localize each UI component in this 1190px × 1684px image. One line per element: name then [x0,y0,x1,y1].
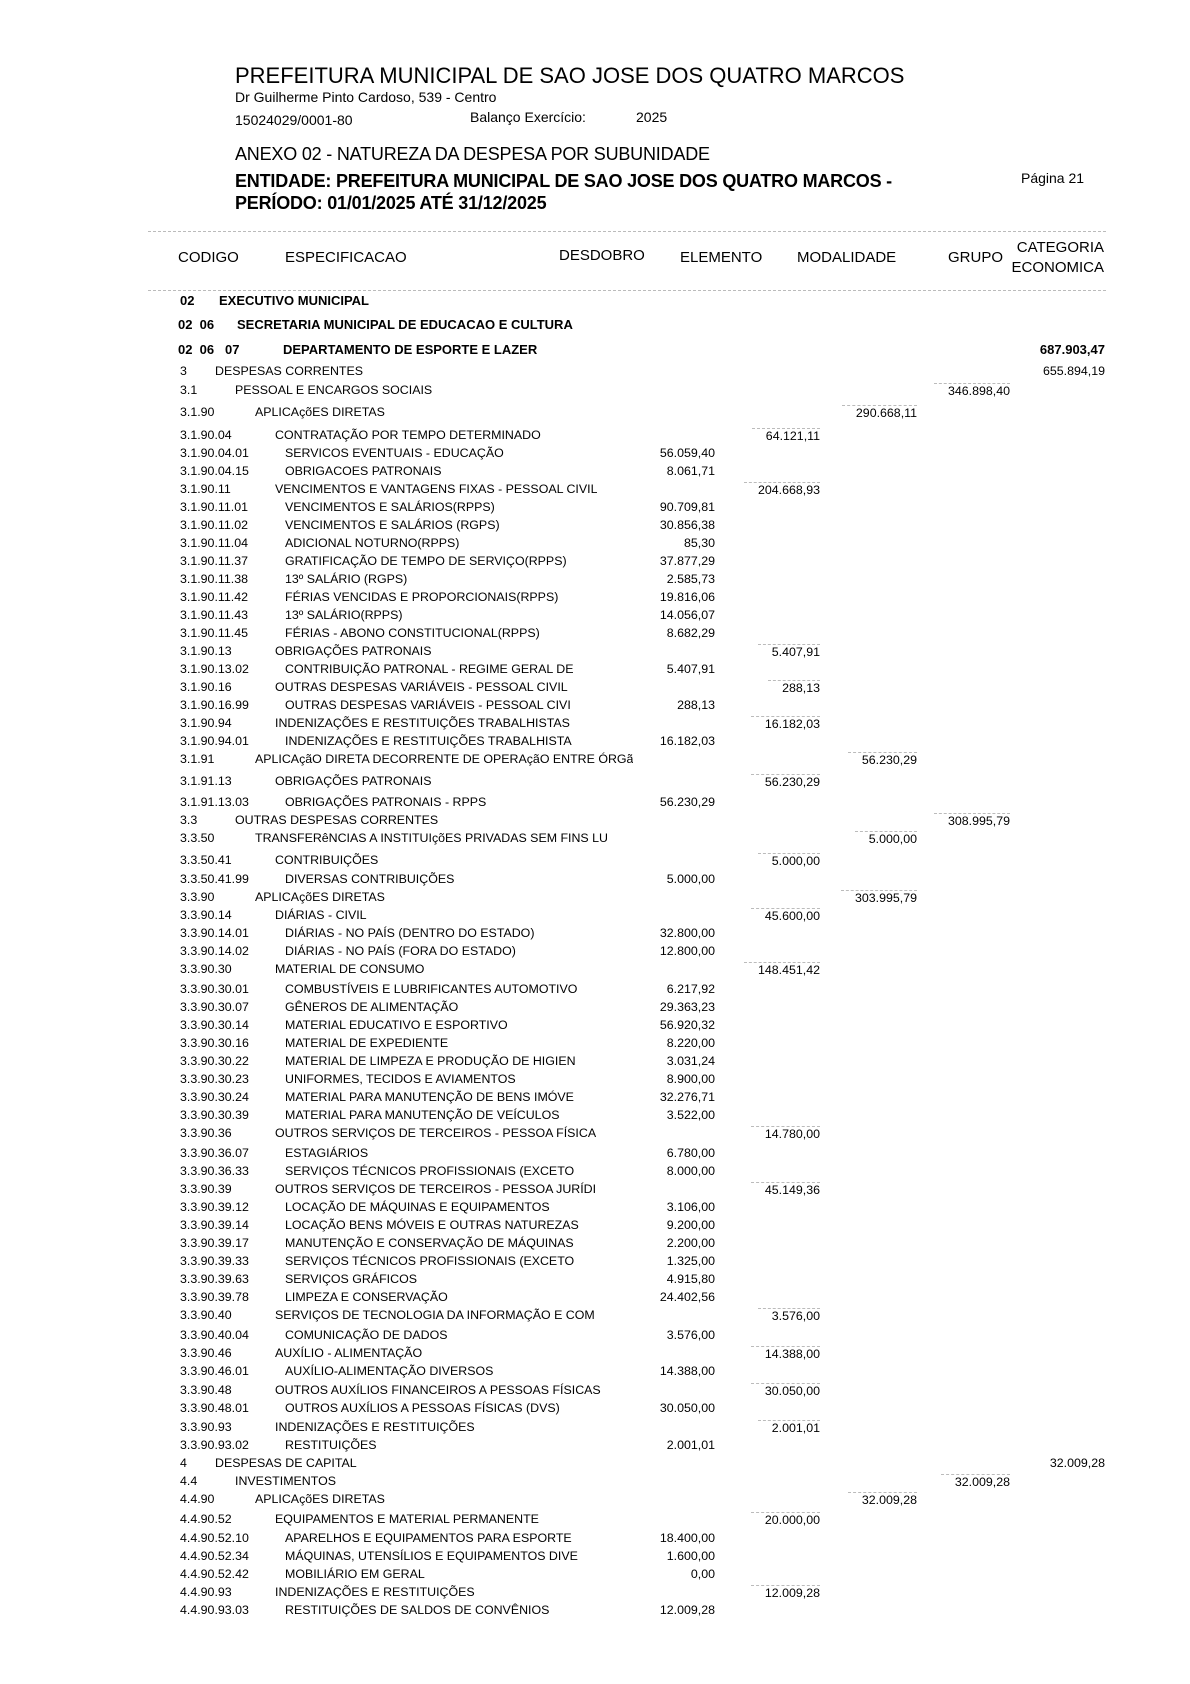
row-code: 4.4.90.52.34 [180,1549,249,1563]
row-value: 303.995,79 [841,890,917,905]
table-row [0,944,1190,962]
row-description: SERVIÇOS TÉCNICOS PROFISSIONAIS (EXCETO [285,1164,575,1178]
table-row [0,1072,1190,1090]
col-categoria [1010,239,1104,276]
row-code: 3.3.90.14.01 [180,926,249,940]
table-row [0,1272,1190,1290]
row-value: 2.200,00 [666,1236,715,1250]
table-row [0,872,1190,890]
table-row [0,1200,1190,1218]
row-code: 4.4 [180,1474,198,1488]
row-description: 13º SALÁRIO(RPPS) [285,608,403,622]
row-code: 3.1.90.04 [180,428,232,442]
row-description: DESPESAS CORRENTES [215,364,364,378]
row-value: 8.061,71 [666,464,715,478]
row-description: CONTRIBUIÇÕES [275,853,379,867]
table-row [0,464,1190,482]
table-row [0,1531,1190,1549]
table-row [0,383,1190,401]
row-description: DIÁRIAS - NO PAÍS (FORA DO ESTADO) [285,944,516,958]
row-value: 29.363,23 [659,1000,715,1014]
table-row [0,590,1190,608]
row-code: 3.1 [180,383,198,397]
row-value: 45.149,36 [751,1182,820,1197]
row-description: DESPESAS DE CAPITAL [215,1456,357,1470]
col-desdobro: DESDOBRO [559,247,645,264]
header-divider [148,231,1106,232]
row-code: 3.3.90 [180,890,215,904]
row-description: MANUTENÇÃO E CONSERVAÇÃO DE MÁQUINAS [285,1236,574,1250]
table-row [0,1090,1190,1108]
row-code: 3.3.90.30 [180,962,232,976]
row-code: 3.3.90.39.78 [180,1290,249,1304]
row-code: 3.1.91 [180,752,215,766]
row-code: 3.3.90.46.01 [180,1364,249,1378]
table-row [0,1236,1190,1254]
table-row [0,1474,1190,1492]
row-value: 37.877,29 [659,554,715,568]
row-code: 3.3.90.46 [180,1346,232,1360]
row-code: 3.3.90.39.33 [180,1254,249,1268]
row-value: 148.451,42 [744,962,820,977]
row-description: SERVIÇOS GRÁFICOS [285,1272,417,1286]
col-modalidade: MODALIDADE [797,249,897,266]
row-description: APLICAçãO DIRETA DECORRENTE DE OPERAçãO ENTRE ÓRGã [255,752,634,766]
col-especificacao: ESPECIFICACAO [285,249,407,266]
table-row [0,698,1190,716]
row-value: 32.009,28 [1049,1456,1105,1470]
row-value: 2.001,01 [758,1420,820,1435]
row-code: 3.3.90.30.22 [180,1054,249,1068]
row-description: DIÁRIAS - CIVIL [275,908,367,922]
table-row [0,1182,1190,1200]
row-value: 290.668,11 [842,405,917,420]
row-description: PESSOAL E ENCARGOS SOCIAIS [235,383,433,397]
row-value: 20.000,00 [751,1512,820,1527]
unit-level3-total: 687.903,47 [1039,342,1105,357]
row-description: COMUNICAÇÃO DE DADOS [285,1328,448,1342]
table-row [0,428,1190,446]
row-value: 5.000,00 [855,831,917,846]
row-code: 3.3.90.39.63 [180,1272,249,1286]
row-description: DIVERSAS CONTRIBUIÇÕES [285,872,455,886]
row-description: APLICAçõES DIRETAS [255,1492,385,1506]
row-value: 14.780,00 [751,1126,820,1141]
row-code: 3.1.90.11.04 [180,536,248,550]
table-row [0,572,1190,590]
row-code: 3.3.50 [180,831,215,845]
table-row [0,1164,1190,1182]
row-description: OUTRAS DESPESAS VARIÁVEIS - PESSOAL CIVIL [275,680,568,694]
row-description: LIMPEZA E CONSERVAÇÃO [285,1290,448,1304]
row-value: 1.325,00 [666,1254,715,1268]
row-value: 32.009,28 [848,1492,917,1507]
row-description: OUTROS SERVIÇOS DE TERCEIROS - PESSOA FÍSICA [275,1126,597,1140]
table-row [0,518,1190,536]
row-code: 3.1.91.13 [180,774,232,788]
row-description: MÁQUINAS, UTENSÍLIOS E EQUIPAMENTOS DIVE [285,1549,578,1563]
row-description: UNIFORMES, TECIDOS E AVIAMENTOS [285,1072,516,1086]
table-row [0,813,1190,831]
row-description: LOCAÇÃO BENS MÓVEIS E OUTRAS NATUREZAS [285,1218,579,1232]
row-code: 3.3.90.48 [180,1383,232,1397]
row-description: AUXÍLIO-ALIMENTAÇÃO DIVERSOS [285,1364,494,1378]
row-value: 19.816,06 [659,590,715,604]
row-code: 3.1.90.13.02 [180,662,249,676]
row-description: APARELHOS E EQUIPAMENTOS PARA ESPORTE [285,1531,572,1545]
row-description: GÊNEROS DE ALIMENTAÇÃO [285,1000,459,1014]
row-code: 3.3.90.93.02 [180,1438,249,1452]
row-value: 16.182,03 [751,716,820,731]
table-row [0,482,1190,500]
balance-label: Balanço Exercício: [470,109,586,125]
table-row [0,1383,1190,1401]
row-value: 30.856,38 [659,518,715,532]
row-value: 346.898,40 [934,383,1010,398]
row-value: 308.995,79 [934,813,1010,828]
row-value: 12.800,00 [659,944,715,958]
row-description: AUXÍLIO - ALIMENTAÇÃO [275,1346,423,1360]
row-description: INVESTIMENTOS [235,1474,336,1488]
row-code: 3.1.90.94.01 [180,734,249,748]
table-row [0,364,1190,382]
table-row [0,1438,1190,1456]
row-code: 3.1.90.11.37 [180,554,248,568]
row-value: 4.915,80 [666,1272,715,1286]
row-value: 14.388,00 [659,1364,715,1378]
row-value: 288,13 [677,698,715,712]
row-description: OUTROS AUXÍLIOS A PESSOAS FÍSICAS (DVS) [285,1401,560,1415]
row-code: 3.3.90.40 [180,1308,232,1322]
row-value: 0,00 [690,1567,715,1581]
row-value: 56.230,29 [751,774,820,789]
row-code: 3.3.90.30.39 [180,1108,249,1122]
table-row [0,1328,1190,1346]
row-code: 3.3.90.93 [180,1420,232,1434]
row-code: 3.1.90 [180,405,215,419]
table-row [0,890,1190,908]
table-row [0,608,1190,626]
table-row [0,405,1190,423]
row-value: 8.682,29 [666,626,715,640]
row-description: VENCIMENTOS E VANTAGENS FIXAS - PESSOAL CIVIL [275,482,598,496]
row-code: 3.3.90.40.04 [180,1328,249,1342]
row-description: VENCIMENTOS E SALÁRIOS(RPPS) [285,500,495,514]
row-value: 8.000,00 [666,1164,715,1178]
row-code: 3.3.90.30.07 [180,1000,249,1014]
col-codigo: CODIGO [178,249,239,266]
row-description: MATERIAL DE CONSUMO [275,962,425,976]
row-description: MATERIAL PARA MANUTENÇÃO DE VEÍCULOS [285,1108,560,1122]
row-value: 6.217,92 [666,982,715,996]
row-value: 655.894,19 [1042,364,1105,378]
row-description: OBRIGAÇÕES PATRONAIS [275,774,432,788]
row-description: 13º SALÁRIO (RGPS) [285,572,408,586]
row-description: TRANSFERêNCIAS A INSTITUIçõES PRIVADAS SEM FINS LU [255,831,608,845]
row-value: 8.900,00 [666,1072,715,1086]
row-description: RESTITUIÇÕES DE SALDOS DE CONVÊNIOS [285,1603,550,1617]
table-row [0,536,1190,554]
entity-line: ENTIDADE: PREFEITURA MUNICIPAL DE SAO JOSE DOS QUATRO MARCOS - [235,171,892,191]
table-row [0,1364,1190,1382]
row-description: DIÁRIAS - NO PAÍS (DENTRO DO ESTADO) [285,926,535,940]
row-code: 3.3.50.41.99 [180,872,249,886]
table-row [0,1146,1190,1164]
table-row [0,853,1190,871]
row-description: SERVIÇOS DE TECNOLOGIA DA INFORMAÇÃO E COM [275,1308,595,1322]
columns-divider [148,290,1106,291]
row-code: 3.3.90.39.17 [180,1236,249,1250]
row-code: 3.3.90.36.07 [180,1146,249,1160]
row-description: OUTRAS DESPESAS CORRENTES [235,813,439,827]
row-value: 3.522,00 [666,1108,715,1122]
row-description: INDENIZAÇÕES E RESTITUIÇÕES TRABALHISTAS [275,716,570,730]
table-row [0,774,1190,792]
period-line: PERÍODO: 01/01/2025 ATÉ 31/12/2025 [235,193,547,213]
row-value: 9.200,00 [666,1218,715,1232]
table-row [0,1126,1190,1144]
row-value: 32.009,28 [941,1474,1010,1489]
unit-level2-code: 02 06 [178,317,215,332]
row-value: 2.585,73 [666,572,715,586]
row-code: 3.3.90.30.01 [180,982,249,996]
row-code: 3.1.90.13 [180,644,232,658]
row-code: 3.3.90.36.33 [180,1164,249,1178]
row-code: 3.3.90.30.23 [180,1072,249,1086]
row-code: 3 [180,364,187,378]
table-row [0,500,1190,518]
table-row [0,734,1190,752]
row-code: 4.4.90.93 [180,1585,232,1599]
row-value: 1.600,00 [666,1549,715,1563]
table-row [0,982,1190,1000]
row-description: INDENIZAÇÕES E RESTITUIÇÕES [275,1585,475,1599]
row-value: 45.600,00 [751,908,820,923]
table-row [0,1492,1190,1510]
row-code: 3.1.90.04.01 [180,446,249,460]
col-categoria-line2: ECONOMICA [1011,259,1104,276]
row-description: OBRIGACOES PATRONAIS [285,464,442,478]
table-row [0,1603,1190,1621]
table-row [0,716,1190,734]
row-code: 3.3.90.30.14 [180,1018,249,1032]
row-description: OUTRAS DESPESAS VARIÁVEIS - PESSOAL CIVI [285,698,571,712]
annex-title: ANEXO 02 - NATUREZA DA DESPESA POR SUBUNIDADE [235,144,710,164]
row-value: 288,13 [768,680,820,695]
table-row [0,1018,1190,1036]
row-description: OBRIGAÇÕES PATRONAIS - RPPS [285,795,487,809]
row-description: MATERIAL DE LIMPEZA E PRODUÇÃO DE HIGIEN [285,1054,576,1068]
table-row [0,1036,1190,1054]
row-code: 3.1.90.11.42 [180,590,248,604]
table-row [0,1254,1190,1272]
row-value: 90.709,81 [659,500,715,514]
table-row [0,446,1190,464]
table-row [0,908,1190,926]
row-description: EQUIPAMENTOS E MATERIAL PERMANENTE [275,1512,539,1526]
row-value: 5.407,91 [666,662,715,676]
table-row [0,1420,1190,1438]
row-code: 3.3.90.48.01 [180,1401,249,1415]
table-row [0,1549,1190,1567]
col-categoria-line1: CATEGORIA [1016,239,1104,256]
row-code: 3.3.90.39.14 [180,1218,249,1232]
row-code: 3.1.90.11.43 [180,608,248,622]
row-code: 3.1.90.16 [180,680,232,694]
table-row [0,554,1190,572]
row-code: 4.4.90 [180,1492,215,1506]
row-value: 6.780,00 [666,1146,715,1160]
row-value: 204.668,93 [744,482,820,497]
row-value: 5.407,91 [758,644,820,659]
row-value: 56.230,29 [848,752,917,767]
row-value: 56.230,29 [659,795,715,809]
table-row [0,795,1190,813]
row-description: OBRIGAÇÕES PATRONAIS [275,644,432,658]
row-value: 64.121,11 [752,428,820,443]
row-code: 3.1.90.16.99 [180,698,249,712]
table-row [0,1567,1190,1585]
row-description: VENCIMENTOS E SALÁRIOS (RGPS) [285,518,500,532]
row-description: LOCAÇÃO DE MÁQUINAS E EQUIPAMENTOS [285,1200,550,1214]
row-code: 3.3.90.14 [180,908,232,922]
row-description: OUTROS SERVIÇOS DE TERCEIROS - PESSOA JURÍDI [275,1182,597,1196]
row-description: ADICIONAL NOTURNO(RPPS) [285,536,460,550]
row-value: 30.050,00 [751,1383,820,1398]
row-value: 24.402,56 [659,1290,715,1304]
row-description: GRATIFICAÇÃO DE TEMPO DE SERVIÇO(RPPS) [285,554,567,568]
row-value: 8.220,00 [666,1036,715,1050]
row-value: 3.106,00 [666,1200,715,1214]
row-code: 3.1.90.04.15 [180,464,249,478]
table-row [0,1218,1190,1236]
row-value: 32.800,00 [659,926,715,940]
table-row [0,662,1190,680]
table-row [0,1000,1190,1018]
row-description: COMBUSTÍVEIS E LUBRIFICANTES AUTOMOTIVO [285,982,578,996]
row-description: MATERIAL PARA MANUTENÇÃO DE BENS IMÓVE [285,1090,574,1104]
unit-level3-code: 02 06 07 [178,342,240,357]
row-code: 3.3.90.30.24 [180,1090,249,1104]
row-value: 14.388,00 [751,1346,820,1361]
row-code: 3.3 [180,813,198,827]
row-description: CONTRATAÇÃO POR TEMPO DETERMINADO [275,428,541,442]
row-value: 5.000,00 [758,853,820,868]
row-description: APLICAçõES DIRETAS [255,890,385,904]
row-description: OUTROS AUXÍLIOS FINANCEIROS A PESSOAS FÍSICAS [275,1383,601,1397]
row-code: 3.3.90.14.02 [180,944,249,958]
row-value: 12.009,28 [751,1585,820,1600]
row-value: 56.059,40 [659,446,715,460]
table-row [0,831,1190,849]
row-code: 4.4.90.52.10 [180,1531,249,1545]
table-row [0,1585,1190,1603]
table-row [0,1401,1190,1419]
org-name: PREFEITURA MUNICIPAL DE SAO JOSE DOS QUATRO MARCOS [235,63,905,88]
row-value: 12.009,28 [659,1603,715,1617]
table-row [0,1108,1190,1126]
row-description: INDENIZAÇÕES E RESTITUIÇÕES TRABALHISTA [285,734,572,748]
row-code: 3.3.90.39 [180,1182,232,1196]
row-code: 4 [180,1456,187,1470]
unit-level2-name: SECRETARIA MUNICIPAL DE EDUCACAO E CULTURA [237,317,573,332]
row-code: 3.3.90.30.16 [180,1036,249,1050]
unit-level1-code: 02 [180,293,195,308]
row-code: 3.3.50.41 [180,853,232,867]
row-description: MATERIAL DE EXPEDIENTE [285,1036,449,1050]
unit-level3-name: DEPARTAMENTO DE ESPORTE E LAZER [283,342,538,357]
row-code: 4.4.90.93.03 [180,1603,249,1617]
row-value: 3.031,24 [666,1054,715,1068]
table-row [0,1290,1190,1308]
row-value: 2.001,01 [666,1438,715,1452]
row-description: RESTITUIÇÕES [285,1438,377,1452]
row-description: MOBILIÁRIO EM GERAL [285,1567,425,1581]
row-value: 5.000,00 [666,872,715,886]
table-row [0,1456,1190,1474]
row-code: 3.1.90.11.01 [180,500,248,514]
address: Dr Guilherme Pinto Cardoso, 539 - Centro [235,89,497,105]
row-description: CONTRIBUIÇÃO PATRONAL - REGIME GERAL DE [285,662,574,676]
row-code: 3.1.91.13.03 [180,795,249,809]
row-value: 85,30 [683,536,715,550]
table-row [0,1308,1190,1326]
page-number: Página 21 [1021,170,1085,186]
row-code: 4.4.90.52.42 [180,1567,249,1581]
row-description: APLICAçõES DIRETAS [255,405,385,419]
row-code: 3.3.90.36 [180,1126,232,1140]
row-code: 4.4.90.52 [180,1512,232,1526]
table-row [0,680,1190,698]
col-grupo: GRUPO [948,249,1004,266]
table-row [0,1346,1190,1364]
table-row [0,644,1190,662]
col-elemento: ELEMENTO [680,249,763,266]
row-code: 3.1.90.11.38 [180,572,248,586]
table-row [0,1512,1190,1530]
table-row [0,752,1190,770]
row-value: 56.920,32 [659,1018,715,1032]
row-value: 3.576,00 [758,1308,820,1323]
row-value: 16.182,03 [659,734,715,748]
table-row [0,926,1190,944]
row-description: SERVIÇOS TÉCNICOS PROFISSIONAIS (EXCETO [285,1254,575,1268]
table-row [0,962,1190,980]
unit-level1-name: EXECUTIVO MUNICIPAL [219,293,369,308]
row-code: 3.1.90.11 [180,482,231,496]
row-code: 3.1.90.11.45 [180,626,248,640]
row-value: 14.056,07 [659,608,715,622]
row-description: ESTAGIÁRIOS [285,1146,369,1160]
balance-year: 2025 [636,109,668,125]
row-value: 18.400,00 [659,1531,715,1545]
row-description: FÉRIAS VENCIDAS E PROPORCIONAIS(RPPS) [285,590,559,604]
cnpj: 15024029/0001-80 [235,112,353,128]
row-code: 3.1.90.94 [180,716,232,730]
row-value: 30.050,00 [659,1401,715,1415]
row-description: INDENIZAÇÕES E RESTITUIÇÕES [275,1420,475,1434]
row-code: 3.3.90.39.12 [180,1200,249,1214]
row-value: 32.276,71 [659,1090,715,1104]
row-description: SERVICOS EVENTUAIS - EDUCAÇÃO [285,446,504,460]
table-row [0,1054,1190,1072]
row-description: MATERIAL EDUCATIVO E ESPORTIVO [285,1018,508,1032]
row-value: 3.576,00 [666,1328,715,1342]
row-description: FÉRIAS - ABONO CONSTITUCIONAL(RPPS) [285,626,540,640]
row-code: 3.1.90.11.02 [180,518,248,532]
table-row [0,626,1190,644]
